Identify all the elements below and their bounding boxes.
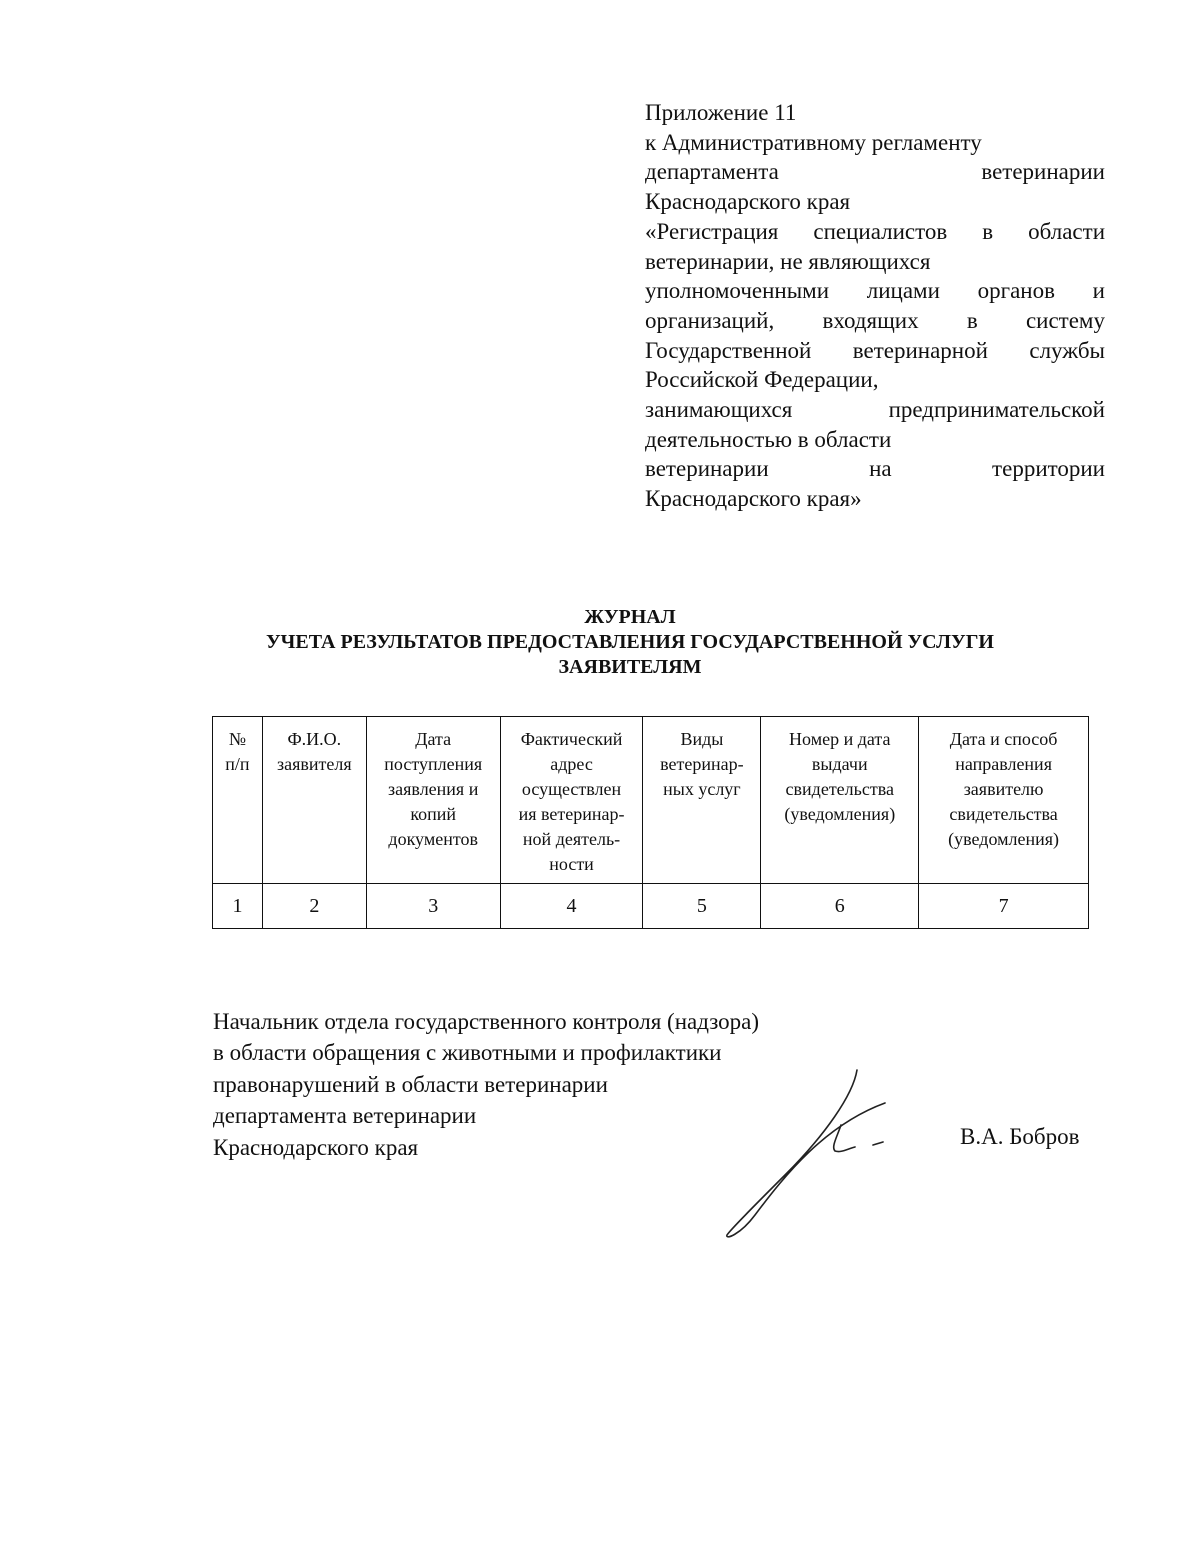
header-text: Ф.И.О. <box>287 729 342 749</box>
position-line: в области обращения с животными и профилактики <box>213 1040 722 1066</box>
appendix-line: к Административному регламенту <box>645 129 982 155</box>
column-number: 5 <box>643 884 761 929</box>
header-text: Виды <box>680 729 724 749</box>
position-line: Начальник отдела государственного контроля (надзора) <box>213 1009 760 1034</box>
appendix-line: Государственной ветеринарной службы <box>645 337 1105 363</box>
header-text: направления <box>955 754 1052 774</box>
appendix-line: организаций, входящих в систему <box>645 307 1105 333</box>
journal-table <box>212 716 1089 929</box>
column-header <box>262 717 366 884</box>
header-text: ветеринар- <box>660 754 744 774</box>
table-row <box>213 884 1089 929</box>
header-text: ной деятель- <box>522 829 621 849</box>
header-text: Фактический <box>520 729 623 749</box>
header-text: ных услуг <box>663 779 741 799</box>
journal-title-line: ЗАЯВИТЕЛЯМ <box>558 656 702 678</box>
appendix-line: ветеринарии, не являющихся <box>645 248 931 274</box>
signature-block <box>213 1006 759 1163</box>
appendix-line: занимающихся предпринимательской <box>645 397 1105 423</box>
journal-title <box>180 605 1080 680</box>
header-text: Дата и способ <box>949 729 1058 749</box>
appendix-line: ветеринарии на территории <box>645 456 1105 482</box>
handwritten-signature <box>715 1065 905 1240</box>
header-text: ности <box>549 854 594 874</box>
header-text: заявителя <box>277 754 352 774</box>
column-number: 3 <box>366 884 500 929</box>
column-header <box>761 717 919 884</box>
header-text: свидетельства <box>785 779 894 799</box>
header-text: заявителю <box>963 779 1044 799</box>
journal-title-line: УЧЕТА РЕЗУЛЬТАТОВ ПРЕДОСТАВЛЕНИЯ ГОСУДАРСТВЕННОЙ УСЛУГИ <box>266 631 994 653</box>
header-text: свидетельства <box>949 804 1058 824</box>
table-header-row <box>213 717 1089 884</box>
column-number: 1 <box>213 884 263 929</box>
column-header <box>919 717 1089 884</box>
appendix-line: департамента ветеринарии <box>645 159 1105 185</box>
header-text: документов <box>388 829 478 849</box>
appendix-line: Краснодарского края <box>645 189 851 215</box>
header-text: выдачи <box>811 754 868 774</box>
position-line: правонарушений в области ветеринарии <box>213 1071 608 1097</box>
header-text: ия ветеринар- <box>518 804 625 824</box>
header-text: осуществлен <box>521 779 622 799</box>
appendix-line: Краснодарского края» <box>645 486 862 512</box>
column-number: 7 <box>919 884 1089 929</box>
header-text: копий <box>410 804 457 824</box>
header-text: поступления <box>384 754 483 774</box>
column-header <box>643 717 761 884</box>
journal-title-line: ЖУРНАЛ <box>584 606 676 628</box>
appendix-line: Российской Федерации, <box>645 367 879 393</box>
signer-name: В.А. Бобров <box>960 1124 1080 1149</box>
appendix-line: Приложение 11 <box>645 100 797 125</box>
header-text: № <box>228 729 247 749</box>
appendix-line: уполномоченными лицами органов и <box>645 278 1105 304</box>
column-header <box>213 717 263 884</box>
header-text: заявления и <box>388 779 479 799</box>
header-text: адрес <box>550 754 593 774</box>
column-number: 6 <box>761 884 919 929</box>
header-text: Дата <box>415 729 452 749</box>
position-line: департамента ветеринарии <box>213 1103 477 1129</box>
appendix-line: деятельностью в области <box>645 426 892 452</box>
header-text: (уведомления) <box>948 829 1060 849</box>
column-number: 2 <box>262 884 366 929</box>
position-line: Краснодарского края <box>213 1134 419 1160</box>
column-number: 4 <box>500 884 643 929</box>
column-header <box>500 717 643 884</box>
header-text: (уведомления) <box>784 804 896 824</box>
column-header <box>366 717 500 884</box>
appendix-line: «Регистрация специалистов в области <box>645 218 1105 244</box>
header-text: п/п <box>225 754 250 774</box>
header-text: Номер и дата <box>789 729 891 749</box>
appendix-block <box>645 98 1105 514</box>
